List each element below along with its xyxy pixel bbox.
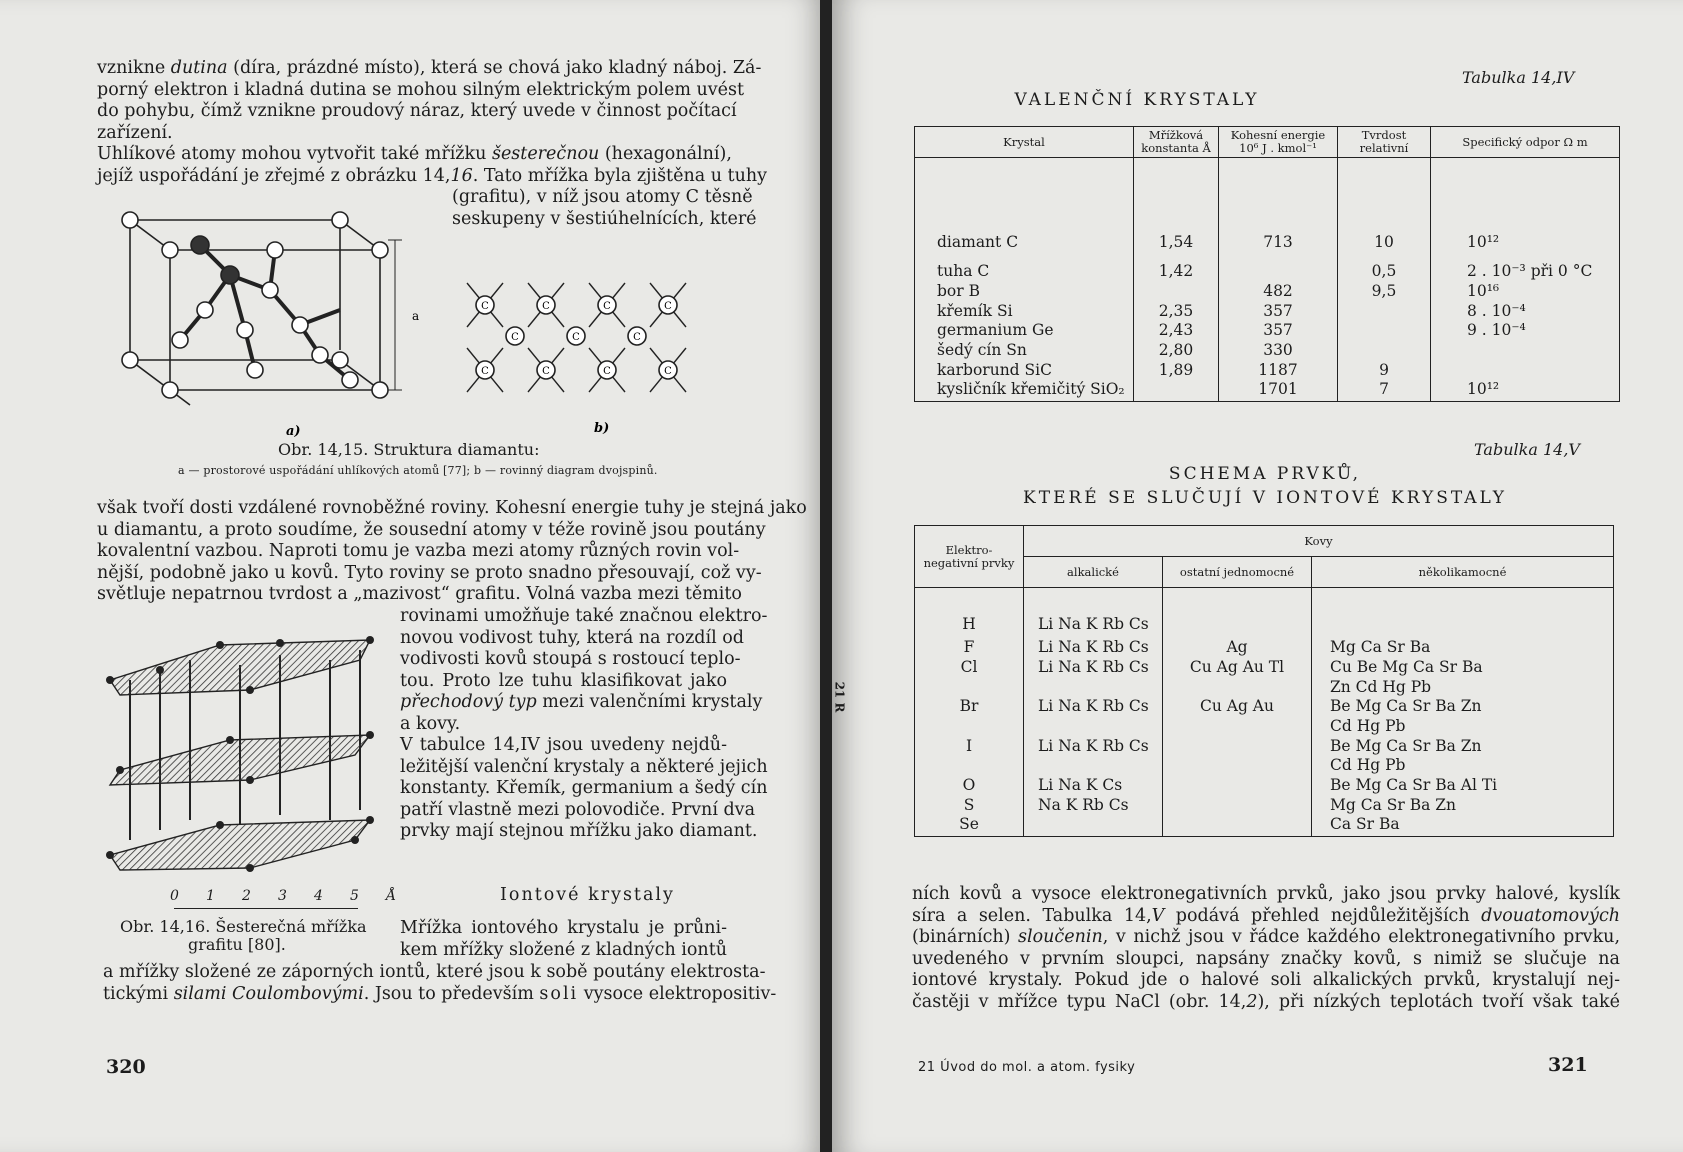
text-fragment: zařízení. [97, 122, 173, 143]
table5-row [915, 639, 1614, 659]
table4-cell [1431, 362, 1620, 382]
text-line [912, 992, 1620, 1014]
table5-subheader: několikamocné [1312, 557, 1614, 588]
table5-title-2: KTERÉ SE SLUČUJÍ V IONTOVÉ KRYSTALY [1023, 488, 1507, 508]
scale-line [174, 908, 358, 909]
text-line: Mřížka iontového krystalu je průni- [400, 918, 727, 938]
right-text [912, 884, 1620, 1013]
text-fragment: tickými [103, 983, 174, 1004]
table5-row [915, 679, 1614, 699]
table5-cell: Ca Sr Ba [1312, 816, 1614, 836]
table5-cell [1024, 679, 1163, 699]
caption-line: Obr. 14,16. Šesterečná mřížka [120, 917, 367, 936]
table4-row [915, 263, 1620, 283]
text-line: však tvoří dosti vzdálené rovnoběžné roviny. Kohesní energie tuhy je stejná jako [97, 498, 807, 518]
table5-row [915, 777, 1614, 797]
table5-row [915, 797, 1614, 817]
carbon-atom [659, 296, 677, 314]
table4-row [915, 283, 1620, 303]
table4-cell: kysličník křemičitý SiO₂ [937, 380, 1125, 399]
carbon-atom [598, 361, 616, 379]
text-fragment: mezi valenčními krystaly [536, 692, 763, 712]
table4-cell: 7 [1338, 381, 1431, 401]
signature-mark: 21 R [832, 681, 847, 713]
table5-cell: Be Mg Ca Sr Ba Zn [1312, 738, 1614, 758]
table4-header: Mřížková konstanta Å [1134, 127, 1219, 158]
text-line: kovalentní vazbou. Naproti tomu je vazba mezi atomy různých rovin vol- [97, 541, 740, 561]
table4-cell: křemík Si [937, 301, 1013, 320]
table5-cell: Se [959, 815, 979, 834]
table4-cell: karborund SiC [937, 360, 1052, 379]
table5-cell: Li Na K Rb Cs [1024, 738, 1163, 758]
text-line [912, 970, 1620, 992]
table5-cell [915, 757, 1024, 777]
table4-cell: 1,54 [1134, 158, 1219, 264]
table4-cell: germanium Ge [937, 321, 1054, 340]
text-line [912, 949, 1620, 971]
text-fragment: (díra, prázdné místo), která se chová jako kladný náboj. Zá- [227, 58, 762, 78]
text-fragment: uvedeného v prvním sloupci, napsány značky kovů, s nimiž se slučuje na [912, 948, 1620, 969]
table4-row [915, 303, 1620, 323]
figure-graphite-lattice [100, 630, 390, 910]
table4-cell: 2 . 10⁻³ při 0 °C [1431, 263, 1620, 283]
table4-cell [1338, 303, 1431, 323]
italic-term: sloučenin [1018, 927, 1103, 947]
section-title: Iontové krystaly [500, 885, 675, 905]
atom-symbol: C [603, 366, 611, 377]
text-line: konstanty. Křemík, germanium a šedý cín [400, 778, 768, 798]
table5-header-row [915, 526, 1614, 557]
table5-cell: Li Na K Rb Cs [1024, 698, 1163, 718]
atom-symbol: C [542, 301, 550, 312]
text-line: vodivosti kovů stoupá s rostoucí teplo- [400, 649, 741, 669]
table4-cell: 10¹² [1431, 158, 1620, 264]
text-line [97, 144, 732, 166]
italic-term: přechodový typ [400, 692, 537, 712]
table5-row [915, 718, 1614, 738]
table5-cell [915, 718, 1024, 738]
caption-line: grafitu [80]. [188, 935, 286, 954]
table5-cell [1024, 757, 1163, 777]
table5-row [915, 588, 1614, 640]
table4-cell: 482 [1219, 283, 1338, 303]
scale-tick-label: 3 [278, 888, 287, 904]
text-line: V tabulce 14,IV jsou uvedeny nejdů- [400, 735, 727, 755]
table4-header: Krystal [915, 127, 1134, 158]
scale-tick-label: 4 [314, 888, 323, 904]
table5-cell: O [962, 775, 976, 794]
table4-cell: 9,5 [1338, 283, 1431, 303]
table4-row [915, 158, 1620, 264]
table4-cell [1338, 322, 1431, 342]
table5-cell: Be Mg Ca Sr Ba Zn [1312, 698, 1614, 718]
text-line [97, 58, 762, 80]
table4-cell: 0,5 [1338, 263, 1431, 283]
text-fragment: jejíž uspořádání je zřejmé z obrázku 14, [97, 165, 451, 186]
scale-bar [170, 888, 397, 918]
running-footer: 21 Úvod do mol. a atom. fysiky [918, 1060, 1136, 1075]
table5-cell: Na K Rb Cs [1024, 797, 1163, 817]
table4-cell [1338, 342, 1431, 362]
spaced-term: soli [539, 983, 579, 1004]
table5-subheader: ostatní jednomocné [1163, 557, 1312, 588]
text-line: novou vodivost tuhy, která na rozdíl od [400, 627, 744, 648]
italic-term: 16 [450, 165, 473, 186]
table5-label: Tabulka 14,V [1474, 440, 1580, 459]
table5-subheader: alkalické [1024, 557, 1163, 588]
table-ionic-elements [914, 525, 1614, 837]
table4-cell: 357 [1219, 303, 1338, 323]
table4-header-row [915, 127, 1620, 158]
text-line: nější, podobně jako u kovů. Tyto roviny se proto snadno přesouvají, což vy- [97, 562, 762, 583]
table5-cell [1163, 797, 1312, 817]
left-text-wrap2 [400, 606, 768, 843]
table5-cell [1163, 757, 1312, 777]
left-text-mid [97, 498, 807, 606]
table5-cell: S [963, 795, 975, 814]
left-text-bottom [103, 962, 777, 1005]
scale-unit: Å [386, 888, 397, 904]
table4-cell: 9 [1338, 362, 1431, 382]
table5-row [915, 738, 1614, 758]
scale-tick-label: 5 [350, 888, 359, 904]
table4-cell: tuha C [937, 262, 990, 281]
table5-cell: Mg Ca Sr Ba [1312, 639, 1614, 659]
table5-cell [915, 679, 1024, 699]
figure-diamond-structure [110, 208, 757, 450]
table4-cell: šedý cín Sn [937, 340, 1027, 359]
text-fragment: . Tato mřížka byla zjištěna u tuhy [472, 165, 768, 186]
table5-cell: H [962, 615, 976, 633]
table5-cell [1163, 718, 1312, 738]
table5-cell [1163, 588, 1312, 640]
fig15-caption-sub: a — prostorové uspořádání uhlíkových atomů [77]; b — rovinný diagram dvojspinů. [178, 464, 658, 477]
lattice-constant-marker [388, 240, 402, 390]
italic-term: dutina [170, 58, 228, 78]
table4-label: Tabulka 14,IV [1462, 68, 1575, 87]
carbon-atom [476, 296, 494, 314]
text-line: rovinami umožňuje také značnou elektro- [400, 606, 768, 626]
text-fragment: ních kovů a vysoce elektronegativních prvků, jako jsou prvky halové, kyslík [912, 884, 1620, 904]
table4-cell: 8 . 10⁻⁴ [1431, 303, 1620, 323]
carbon-atom [628, 327, 646, 345]
atom-symbol: C [572, 332, 580, 343]
table5-group-header: Kovy [1024, 526, 1614, 557]
text-fragment: síra a selen. Tabulka 14, [912, 905, 1152, 926]
table4-title: VALENČNÍ KRYSTALY [1014, 90, 1260, 110]
text-line [97, 79, 745, 102]
left-text-wrap4 [400, 918, 727, 961]
table5-cell [1163, 738, 1312, 758]
text-fragment: častěji v mřížce typu NaCl (obr. 14, [912, 991, 1247, 1012]
atom-symbol: C [664, 366, 672, 377]
text-fragment: Uhlíkové atomy mohou vytvořit také mřížku [97, 144, 492, 164]
text-fragment: podává přehled nejdůležitějších [1164, 905, 1482, 926]
table4-header: Specifický odpor Ω m [1431, 127, 1620, 158]
carbon-atom [567, 327, 585, 345]
table5-title-1: SCHEMA PRVKŮ, [1168, 464, 1362, 484]
italic-term: silami Coulombovými [173, 983, 364, 1004]
text-line: kem mřížky složené z kladných iontů [400, 939, 727, 960]
text-fragment: . Jsou to především [363, 983, 540, 1004]
text-line: seskupeny v šestiúhelnících, které [452, 208, 757, 229]
text-line: světluje nepatrnou tvrdost a „mazivost“ grafitu. Volná vazba mezi těmito [97, 584, 742, 604]
table5-cell: Cu Be Mg Ca Sr Ba [1312, 659, 1614, 679]
table5-cell: Cd Hg Pb [1312, 757, 1614, 777]
table4-cell [1219, 263, 1338, 283]
right-page [832, 0, 1683, 1152]
table4-header: Tvrdost relativní [1338, 127, 1431, 158]
table-valence-crystals [914, 126, 1620, 402]
table5-cell: Br [959, 697, 979, 716]
table4-row [915, 381, 1620, 401]
table4-cell: 357 [1219, 322, 1338, 342]
atom-symbol: C [542, 366, 550, 377]
diamond-atoms [122, 212, 388, 398]
table4-cell [1431, 342, 1620, 362]
table4-cell: 9 . 10⁻⁴ [1431, 322, 1620, 342]
text-fragment: ), při nízkých teplotách tvoří však také [1257, 991, 1620, 1012]
carbon-atom [506, 327, 524, 345]
text-line [97, 123, 727, 145]
table4-cell: 2,80 [1134, 342, 1219, 362]
text-line [912, 906, 1620, 928]
scale-ticks [170, 888, 397, 908]
text-line: tou. Proto lze tuhu klasifikovat jako [400, 670, 727, 691]
table5-cell: Cu Ag Au Tl [1163, 659, 1312, 679]
table5-cell: Li Na K Rb Cs [1024, 639, 1163, 659]
table5-cell [1163, 679, 1312, 699]
table5-cell: Zn Cd Hg Pb [1312, 679, 1614, 699]
scale-tick-label: 2 [242, 888, 251, 904]
atom-symbol: C [603, 301, 611, 312]
table4-cell: 2,35 [1134, 303, 1219, 323]
table4-row [915, 342, 1620, 362]
italic-term: 2 [1246, 991, 1258, 1012]
carbon-atom [659, 361, 677, 379]
table5-cell: Li Na K Rb Cs [1024, 588, 1163, 640]
text-line: patří vlastně mezi polovodiče. První dva [400, 799, 755, 820]
table5-cell: Mg Ca Sr Ba Zn [1312, 797, 1614, 817]
lattice-constant-label: a [412, 309, 420, 323]
fig15-label-a: a) [286, 424, 301, 439]
atom-symbol: C [481, 301, 489, 312]
table5-row [915, 698, 1614, 718]
text-fragment: porný elektron i kladná dutina se mohou silným elektrickým polem uvést [97, 79, 745, 100]
text-line [97, 165, 768, 188]
scale-tick-label: 0 [170, 888, 179, 904]
table5-cell: Cl [960, 657, 978, 676]
atom-symbol: C [481, 366, 489, 377]
atom-symbol: C [633, 332, 641, 343]
table5-row [915, 757, 1614, 777]
table4-cell: 1,89 [1134, 362, 1219, 382]
table5-cell: Be Mg Ca Sr Ba Al Ti [1312, 777, 1614, 797]
page-number-left: 320 [106, 1056, 146, 1078]
table4-cell: 713 [1219, 158, 1338, 264]
table4-header: Kohesní energie 10⁶ J . kmol⁻¹ [1219, 127, 1338, 158]
text-fragment: (binárních) [912, 927, 1019, 947]
text-line: a mřížky složené ze záporných iontů, které jsou k sobě poutány elektrosta- [103, 962, 766, 982]
table4-cell: 2,43 [1134, 322, 1219, 342]
text-line [97, 101, 737, 123]
table5-cell [1024, 816, 1163, 836]
fig16-caption [120, 918, 370, 954]
table4-cell: 10 [1338, 158, 1431, 264]
table5-cell: Li Na K Cs [1024, 777, 1163, 797]
table4-cell [1134, 381, 1219, 401]
table5-cell [1024, 718, 1163, 738]
table4-cell: diamant C [937, 233, 1019, 251]
table4-cell: 1187 [1219, 362, 1338, 382]
table5-header: Elektro-negativní prvky [915, 526, 1024, 588]
page-number-right: 321 [1548, 1054, 1588, 1076]
table5-row [915, 659, 1614, 679]
fig15-label-b: b) [594, 421, 610, 436]
text-line [912, 927, 1620, 949]
text-line [103, 983, 777, 1006]
italic-term: V [1151, 905, 1165, 926]
text-line: a kovy. [400, 713, 461, 734]
text-fragment: , v nichž jsou v řádce každého elektronegativního prvku, [1102, 927, 1621, 947]
carbon-atom [476, 361, 494, 379]
table5-cell: F [963, 638, 975, 657]
left-text-top [97, 58, 768, 187]
text-line [912, 884, 1620, 906]
italic-term: dvouatomových [1481, 905, 1621, 926]
text-line: ležitější valenční krystaly a některé jejich [400, 756, 768, 777]
table4-body [915, 158, 1620, 402]
text-fragment: (hexagonální), [599, 144, 732, 164]
atom-symbol: C [511, 332, 519, 343]
table5-cell [1163, 816, 1312, 836]
table5-cell: I [965, 736, 973, 755]
table5-cell: Ag [1163, 639, 1312, 659]
table4-row [915, 362, 1620, 382]
table4-cell [1134, 283, 1219, 303]
table5-cell [1312, 588, 1614, 640]
table4-cell: bor B [937, 281, 980, 300]
table4-cell: 1,42 [1134, 263, 1219, 283]
scale-tick-label: 1 [206, 888, 215, 904]
text-line: (grafitu), v níž jsou atomy C těsně [452, 187, 753, 207]
table5-body [915, 588, 1614, 837]
table4-cell: 10¹² [1431, 381, 1620, 401]
text-fragment: iontové krystaly. Pokud jde o halové soli alkalických prvků, krystalují nej- [912, 970, 1620, 990]
table4-row [915, 322, 1620, 342]
text-fragment: do pohybu, čímž vznikne proudový náraz, který uvede v činnost počítací [97, 101, 737, 121]
table5-cell [1163, 777, 1312, 797]
text-fragment: vysoce elektropositiv- [578, 983, 777, 1004]
spin-diagram [467, 283, 686, 392]
text-line: u diamantu, a proto soudíme, že sousední atomy v téže rovině jsou poutány [97, 519, 766, 540]
atom-symbol: C [664, 301, 672, 312]
table4-cell: 330 [1219, 342, 1338, 362]
table5-cell: Cd Hg Pb [1312, 718, 1614, 738]
text-line: prvky mají stejnou mřížku jako diamant. [400, 821, 758, 841]
italic-term: šesterečnou [491, 144, 600, 164]
text-fragment: vznikne [97, 58, 171, 78]
text-line [400, 692, 763, 714]
table5-cell: Cu Ag Au [1163, 698, 1312, 718]
table4-cell: 1701 [1219, 381, 1338, 401]
table5-row [915, 816, 1614, 836]
carbon-atom [537, 361, 555, 379]
table5-cell: Li Na K Rb Cs [1024, 659, 1163, 679]
fig15-caption: Obr. 14,15. Struktura diamantu: [278, 440, 540, 459]
carbon-atom [537, 296, 555, 314]
table4-cell: 10¹⁶ [1431, 283, 1620, 303]
left-page [0, 0, 826, 1152]
carbon-atom [598, 296, 616, 314]
